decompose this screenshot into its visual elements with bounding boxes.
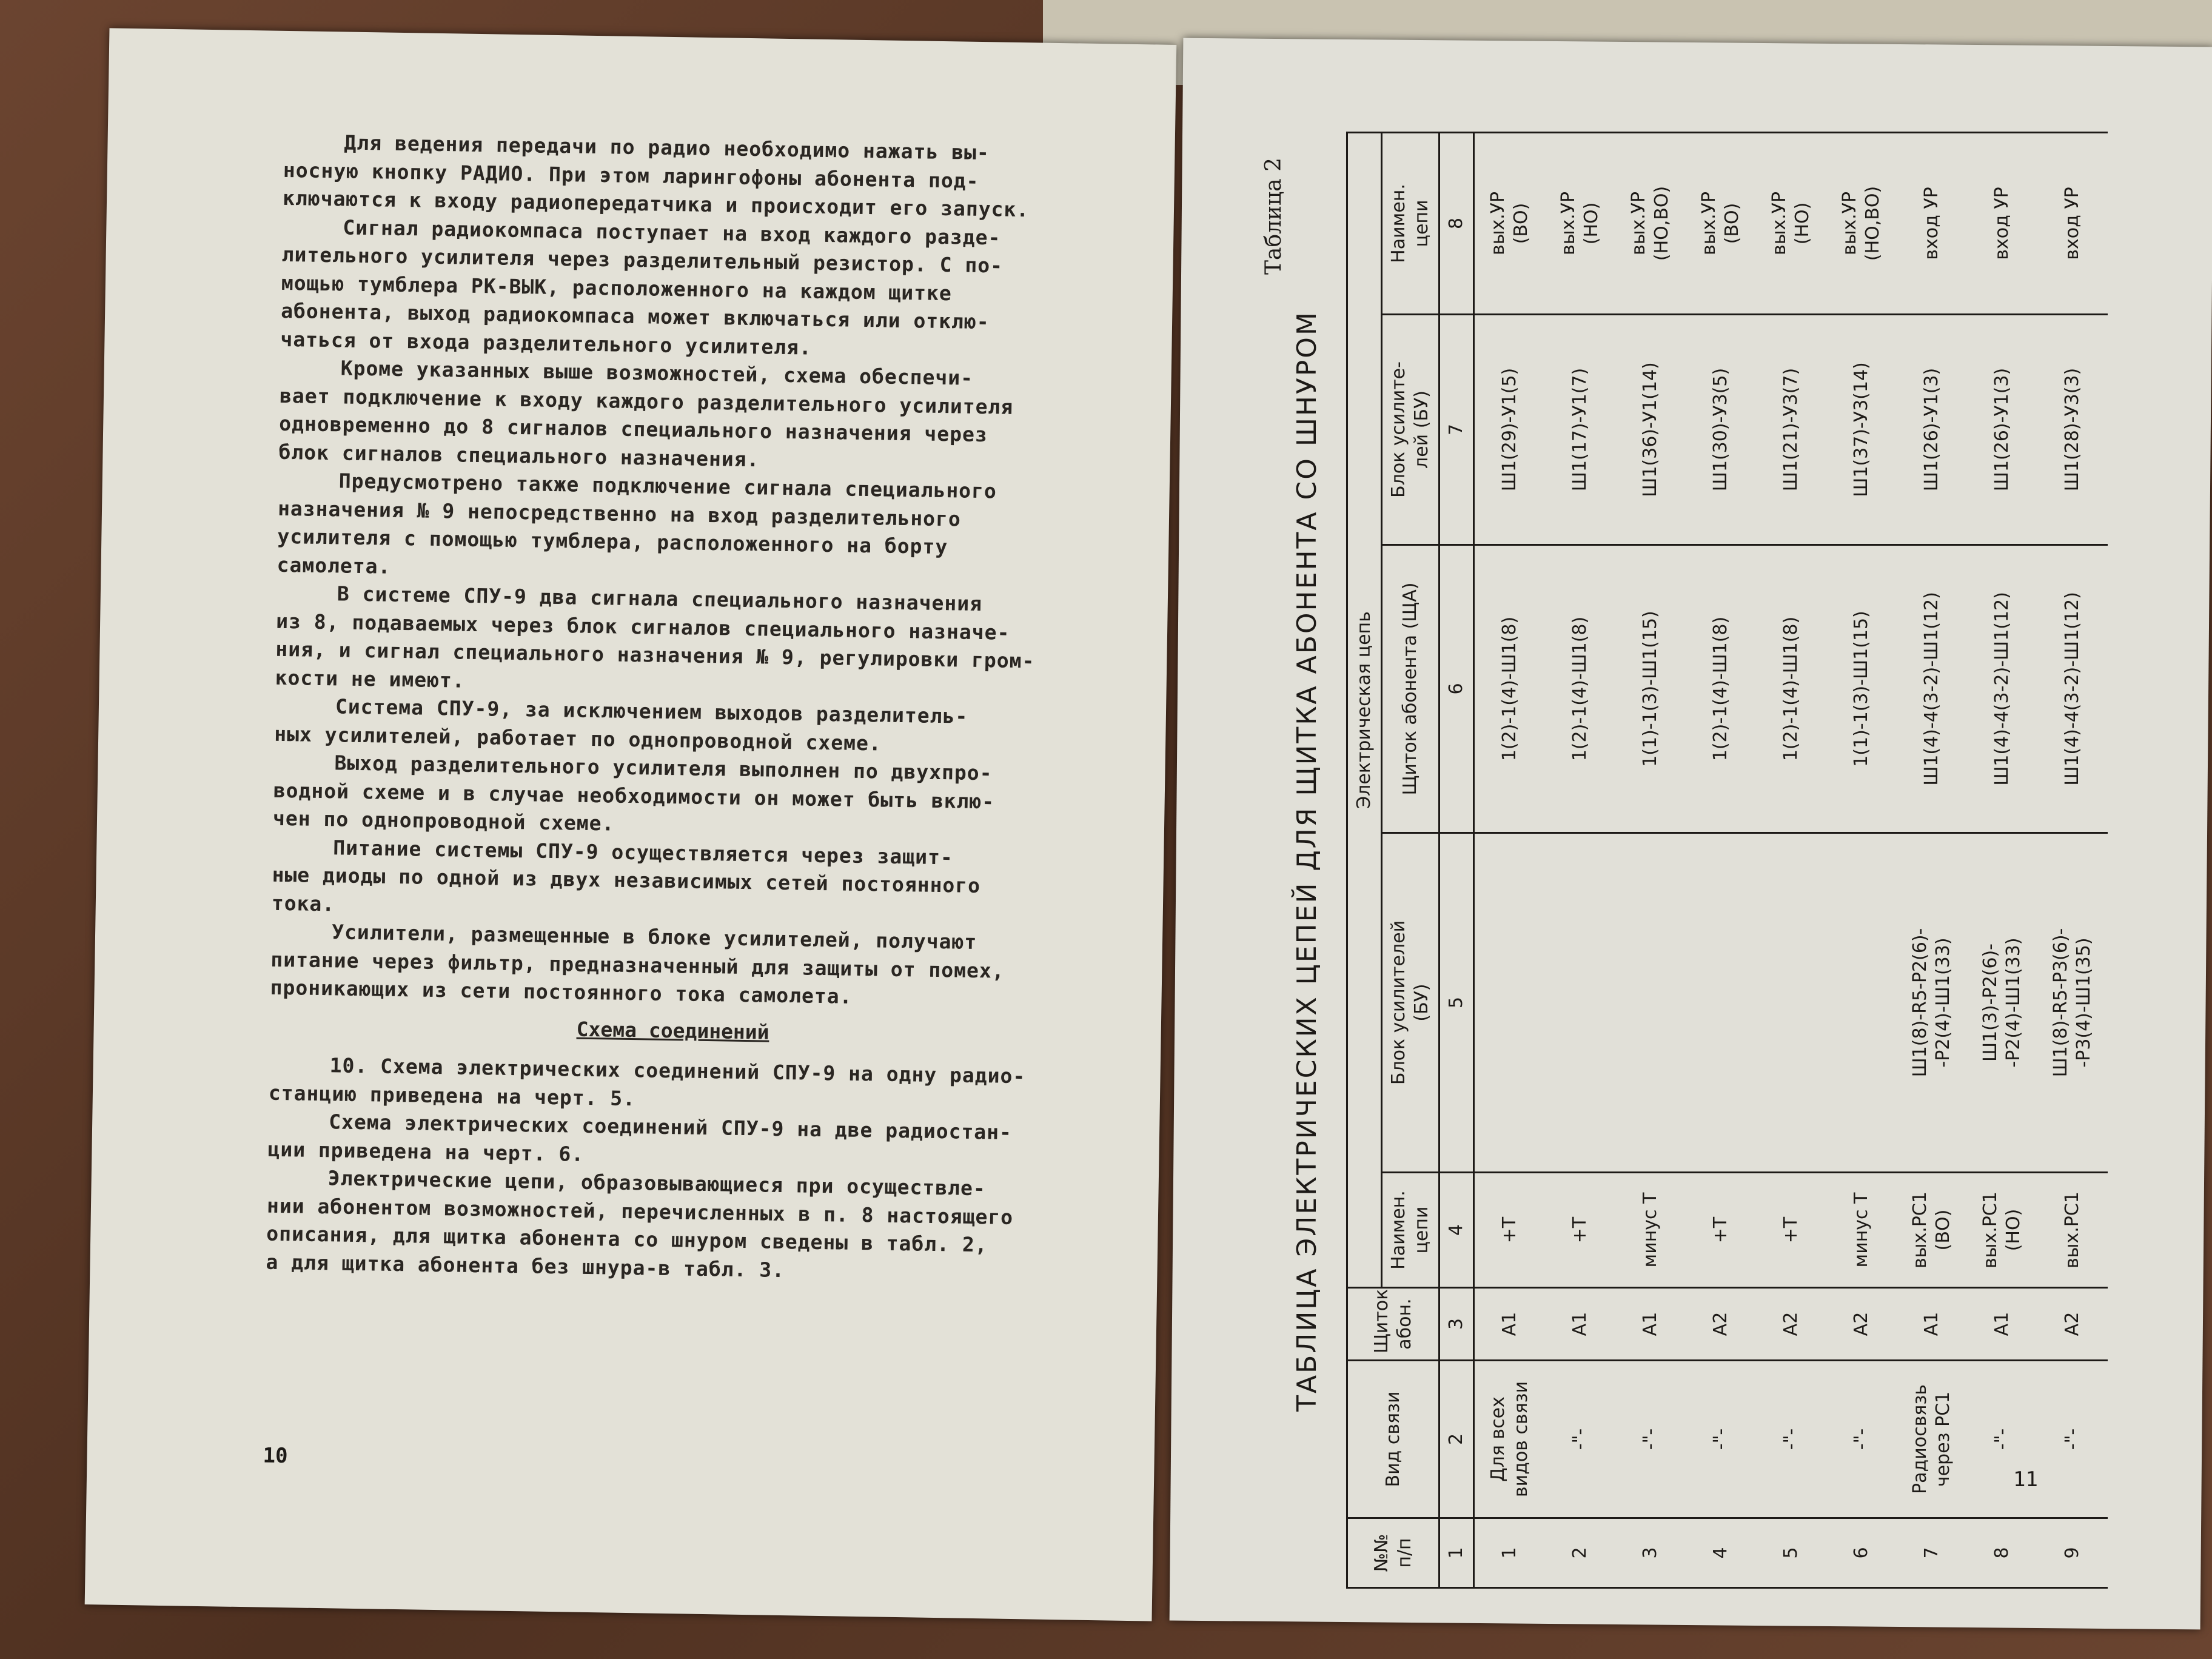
table-cell: А2	[1826, 1288, 1897, 1361]
table-cell: 1(2)-1(4)-Ш1(8)	[1474, 545, 1546, 833]
table-row	[1826, 132, 1897, 1587]
header-shcha: Щиток абонента (ЩА)	[1382, 545, 1439, 833]
table-cell: вход УР	[1897, 132, 1967, 314]
table-body	[1474, 132, 2108, 1587]
table-cell: 8	[1967, 1518, 2037, 1588]
table-cell: минус Т	[1826, 1173, 1897, 1288]
table-cell: 1(1)-1(3)-Ш1(15)	[1826, 545, 1897, 833]
table-label: Таблица 2	[1261, 158, 1286, 275]
table-cell: Ш1(17)-У1(7)	[1545, 315, 1615, 545]
paragraph: Сигнал радиокомпаса поступает на вход каждого разде- лительного усилителя через разделительный резистор. С по- мощью тумблера РК-ВЫК, расположенного на каждом щитке абонента, выход радиокомпаса может включаться или отклю- чаться от входа разделительного усилителя.	[280, 215, 1004, 360]
table-cell: вых.УР (НО,ВО)	[1826, 132, 1897, 314]
table-cell: 1(2)-1(4)-Ш1(8)	[1686, 545, 1756, 833]
table-cell: 1(2)-1(4)-Ш1(8)	[1756, 545, 1826, 833]
paragraph: Усилители, размещенные в блоке усилителей, получают питание через фильтр, предназначенный для защиты от помех, проникающих из сети постоянного тока самолета.	[270, 920, 1005, 1008]
table-cell: -"-	[1756, 1361, 1826, 1518]
table-cell: Ш1(4)-4(3-2)-Ш1(12)	[1897, 545, 1967, 833]
table-cell: вых.УР (НО)	[1756, 132, 1826, 314]
col-number: 7	[1439, 315, 1474, 545]
table-cell: Ш1(26)-У1(3)	[1967, 315, 2037, 545]
table-cell: 7	[1897, 1518, 1967, 1588]
table-cell: Ш1(21)-У3(7)	[1756, 315, 1826, 545]
table-cell: Ш1(29)-У1(5)	[1474, 315, 1546, 545]
table-cell: Для всех видов связи	[1474, 1361, 1546, 1518]
table-cell: 6	[1826, 1518, 1897, 1588]
table-cell: +Т	[1545, 1173, 1615, 1288]
table-cell: А2	[1756, 1288, 1826, 1361]
paragraph: Кроме указанных выше возможностей, схема обеспечи- вает подключение к входу каждого разделительного усилителя одновременно до 8 сигналов специального назначения через блок сигналов специального назначения.	[278, 356, 1014, 471]
paragraph: Электрические цепи, образовывающиеся при осуществле- нии абонентом возможностей, перечисленных в п. 8 настоящего описания, для щитка абонента со шнуром сведены в табл. 2, а для щитка абонента без шнура-в табл. 3.	[266, 1166, 1014, 1282]
column-number-row	[1439, 132, 1474, 1587]
table-row	[1756, 132, 1826, 1587]
table-cell: Ш1(30)-У3(5)	[1686, 315, 1756, 545]
table-cell	[1615, 833, 1686, 1173]
table-cell: 5	[1756, 1518, 1826, 1588]
table-cell: Ш1(28)-У3(3)	[2037, 315, 2108, 545]
header-bu-1: Блок усилителей (БУ)	[1382, 833, 1439, 1173]
col-number: 3	[1439, 1288, 1474, 1361]
table-cell: 1(1)-1(3)-Ш1(15)	[1615, 545, 1686, 833]
table-cell: Ш1(3)-Р2(6)- -Р2(4)-Ш1(33)	[1967, 833, 2037, 1173]
paragraph: Схема электрических соединений СПУ-9 на две радиостан- ции приведена на черт. 6.	[267, 1110, 1013, 1166]
header-name-1: Наимен. цепи	[1382, 1173, 1439, 1288]
table-cell: вых.РС1 (НО)	[1967, 1173, 2037, 1288]
col-number: 2	[1439, 1361, 1474, 1518]
table-cell: Ш1(36)-У1(14)	[1615, 315, 1686, 545]
col-number: 1	[1439, 1518, 1474, 1588]
header-panel: Щиток абон.	[1347, 1288, 1439, 1361]
left-page	[85, 28, 1177, 1621]
table-cell: А1	[1474, 1288, 1546, 1361]
table-cell: +Т	[1474, 1173, 1546, 1288]
header-name-2: Наимен. цепи	[1382, 132, 1439, 314]
table-cell	[1474, 833, 1546, 1173]
header-bu-2: Блок усилите- лей (БУ)	[1382, 315, 1439, 545]
table-cell: вых.РС1	[2037, 1173, 2108, 1288]
table-cell: -"-	[1545, 1361, 1615, 1518]
header-circuit: Электрическая цепь	[1347, 132, 1382, 1287]
paragraph: В системе СПУ-9 два сигнала специального назначения из 8, подаваемых через блок сигналов специального назначе- ния, и сигнал специального назначения № 9, регулировки гром- кости не имеют.	[275, 581, 1035, 692]
table-cell: вых.УР (НО)	[1545, 132, 1615, 314]
table-row	[1615, 132, 1686, 1587]
table-row	[1545, 132, 1615, 1587]
table-cell: А2	[2037, 1288, 2108, 1361]
table-cell: вых.УР (НО,ВО)	[1615, 132, 1686, 314]
left-page-text	[266, 128, 1090, 1289]
paragraph: Выход разделительного усилителя выполнен по двухпро- водной схеме и в случае необходимости он может быть вклю- чен по однопроводной схеме.	[272, 751, 995, 836]
table-cell	[1686, 833, 1756, 1173]
table-cell: А1	[1967, 1288, 2037, 1361]
table-cell: 9	[2037, 1518, 2108, 1588]
col-number: 4	[1439, 1173, 1474, 1288]
table-cell: Ш1(8)-R5-Р2(6)- -Р2(4)-Ш1(33)	[1897, 833, 1967, 1173]
header-type: Вид связи	[1347, 1361, 1439, 1518]
table-cell: Ш1(8)-R5-Р3(6)- -Р3(4)-Ш1(35)	[2037, 833, 2108, 1173]
table-row	[1474, 132, 1546, 1587]
table-cell: 2	[1545, 1518, 1615, 1588]
table-cell: -"-	[1686, 1361, 1756, 1518]
paragraph: Предусмотрено также подключение сигнала специального назначения № 9 непосредственно на вход разделительного усилителя с помощью тумблера, расположенного на борту самолета.	[276, 469, 997, 578]
paragraph: Питание системы СПУ-9 осуществляется через защит- ные диоды по одной из двух независимых сетей постоянного тока.	[271, 835, 981, 916]
table-cell: А1	[1615, 1288, 1686, 1361]
table-cell: 3	[1615, 1518, 1686, 1588]
table-cell	[1545, 833, 1615, 1173]
table-cell: -"-	[2037, 1361, 2108, 1518]
table-row	[1967, 132, 2037, 1587]
table-cell: -"-	[1826, 1361, 1897, 1518]
table-row	[1897, 132, 1967, 1587]
col-number: 6	[1439, 545, 1474, 833]
table-row	[2037, 132, 2108, 1587]
paragraph: Для ведения передачи по радио необходимо нажать вы- носную кнопку РАДИО. При этом ларингофоны абонента под- ключаются к входу радиопередатчика и происходит его запуск.	[282, 130, 1030, 222]
table-cell: вход УР	[2037, 132, 2108, 314]
circuit-table	[1346, 132, 2108, 1589]
table-cell: -"-	[1615, 1361, 1686, 1518]
table-cell: Ш1(26)-У1(3)	[1897, 315, 1967, 545]
paragraph: Система СПУ-9, за исключением выходов разделитель- ных усилителей, работает по однопроводной схеме.	[273, 694, 968, 755]
table-row	[1686, 132, 1756, 1587]
paragraph: 10. Схема электрических соединений СПУ-9 на одну радио- станцию приведена на черт. 5.	[268, 1053, 1026, 1110]
header-num: №№ п/п	[1347, 1518, 1439, 1588]
section-subtitle: Схема соединений	[576, 1017, 769, 1044]
table-cell: А2	[1686, 1288, 1756, 1361]
table-title: ТАБЛИЦА ЭЛЕКТРИЧЕСКИХ ЦЕПЕЙ ДЛЯ ЩИТКА АБОНЕНТА СО ШНУРОМ	[1292, 310, 1322, 1412]
table-cell: минус Т	[1615, 1173, 1686, 1288]
col-number: 5	[1439, 833, 1474, 1173]
table-cell: +Т	[1686, 1173, 1756, 1288]
page-number-right: 11	[2013, 1467, 2038, 1492]
table-cell: вых.УР (ВО)	[1686, 132, 1756, 314]
table-cell: А1	[1545, 1288, 1615, 1361]
page-number-left: 10	[263, 1443, 288, 1469]
table-cell: 1	[1474, 1518, 1546, 1588]
table-cell	[1826, 833, 1897, 1173]
table-cell: 4	[1686, 1518, 1756, 1588]
table-cell: 1(2)-1(4)-Ш1(8)	[1545, 545, 1615, 833]
table-cell: Ш1(37)-У3(14)	[1826, 315, 1897, 545]
table-cell: вход УР	[1967, 132, 2037, 314]
table-cell: +Т	[1756, 1173, 1826, 1288]
rotated-table-container	[1249, 133, 2094, 1589]
table-cell	[1756, 833, 1826, 1173]
table-cell: вых.УР (ВО)	[1474, 132, 1546, 314]
table-cell: Ш1(4)-4(3-2)-Ш1(12)	[1967, 545, 2037, 833]
table-cell: Ш1(4)-4(3-2)-Ш1(12)	[2037, 545, 2108, 833]
table-cell: А1	[1897, 1288, 1967, 1361]
table-cell: Радиосвязь через РС1	[1897, 1361, 1967, 1518]
table-cell: вых.РС1 (ВО)	[1897, 1173, 1967, 1288]
col-number: 8	[1439, 132, 1474, 314]
table-cell: -"-	[1967, 1361, 2037, 1518]
